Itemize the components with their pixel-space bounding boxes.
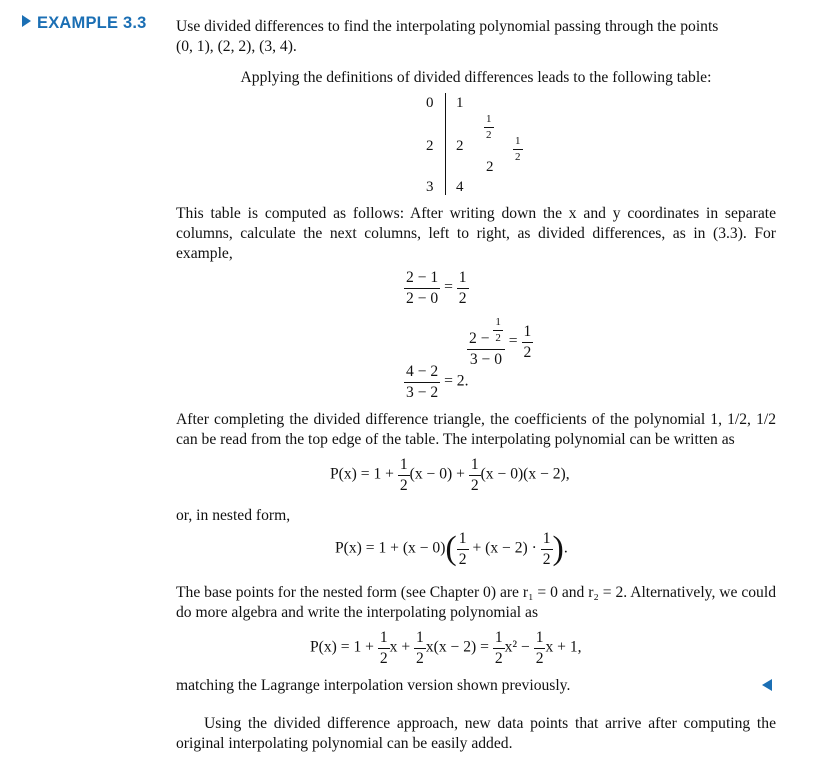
equation-newton-form: P(x) = 1 + $\frac{1}{2}$ (x − 0) + $\frac{1}{2}$ (x − 0)(x − 2), [330,456,570,494]
table-x-2: 3 [426,179,434,195]
closing-paragraph: Using the divided difference approach, new data points that arrive after computing the original interpolating polynomial can be easily added. [176,715,776,752]
table-first-diff-1: $\frac{1}{2}$ [486,113,492,141]
lagrange-match-text: matching the Lagrange interpolation version shown previously. [176,677,571,694]
example-label [22,14,146,33]
table-x-1: 2 [426,138,434,154]
example-statement [176,17,776,57]
table-y-0: 1 [456,95,464,111]
statement-line-1: Use divided differences to find the interpolating polynomial passing through the points [176,18,719,35]
statement-line-2: (0, 1), (2, 2), (3, 4). [176,38,297,55]
calc-2: 2 − $\frac{1}{2}$ 3 − 0 = $\frac{1}{2}$ [469,316,532,368]
base-points-paragraph: The base points for the nested form (see Chapter 0) are r₁ = 0 and r₂ = 2. Alternatively, we could do more algebra and write the interpolating polynomial as [176,584,776,621]
table-y-2: 4 [456,179,464,195]
calc-1: $\frac{2 - 1}{2 - 0}$ = $\frac{1}{2}$ [406,269,467,307]
table-y-1: 2 [456,138,464,154]
equation-nested-form: P(x) = 1 + (x − 0)( $\frac{1}{2}$ + (x − 2) · $\frac{1}{2}$ ). [335,529,568,568]
end-of-example-icon [762,679,772,691]
calc-3: $\frac{4 - 2}{3 - 2}$ = 2. [406,363,469,401]
nested-form-intro: or, in nested form, [176,507,291,524]
table-first-diff-2: 2 [486,159,494,175]
table-x-0: 0 [426,95,434,111]
example-label-text: EXAMPLE 3.3 [37,14,147,32]
equation-expanded-form: P(x) = 1 + $\frac{1}{2}$ x + $\frac{1}{2}$ x(x − 2) = $\frac{1}{2}$ x² − $\frac{1}{2}$ x + 1, [310,629,582,667]
table-divider [445,93,446,195]
intro-text: Applying the definitions of divided differences leads to the following table: [240,69,712,86]
table-second-diff: $\frac{1}{2}$ [515,135,521,163]
example-triangle-icon [22,15,31,27]
coefficients-paragraph: After completing the divided difference triangle, the coefficients of the polynomial 1, 1/2, 1/2 can be read from the top edge of the table. The interpolating polynomial can be written as [176,411,776,448]
explanation-paragraph: This table is computed as follows: After writing down the x and y coordinates in separate columns, calculate the next columns, left to right, as divided differences, as in (3.3). For example, [176,205,776,262]
